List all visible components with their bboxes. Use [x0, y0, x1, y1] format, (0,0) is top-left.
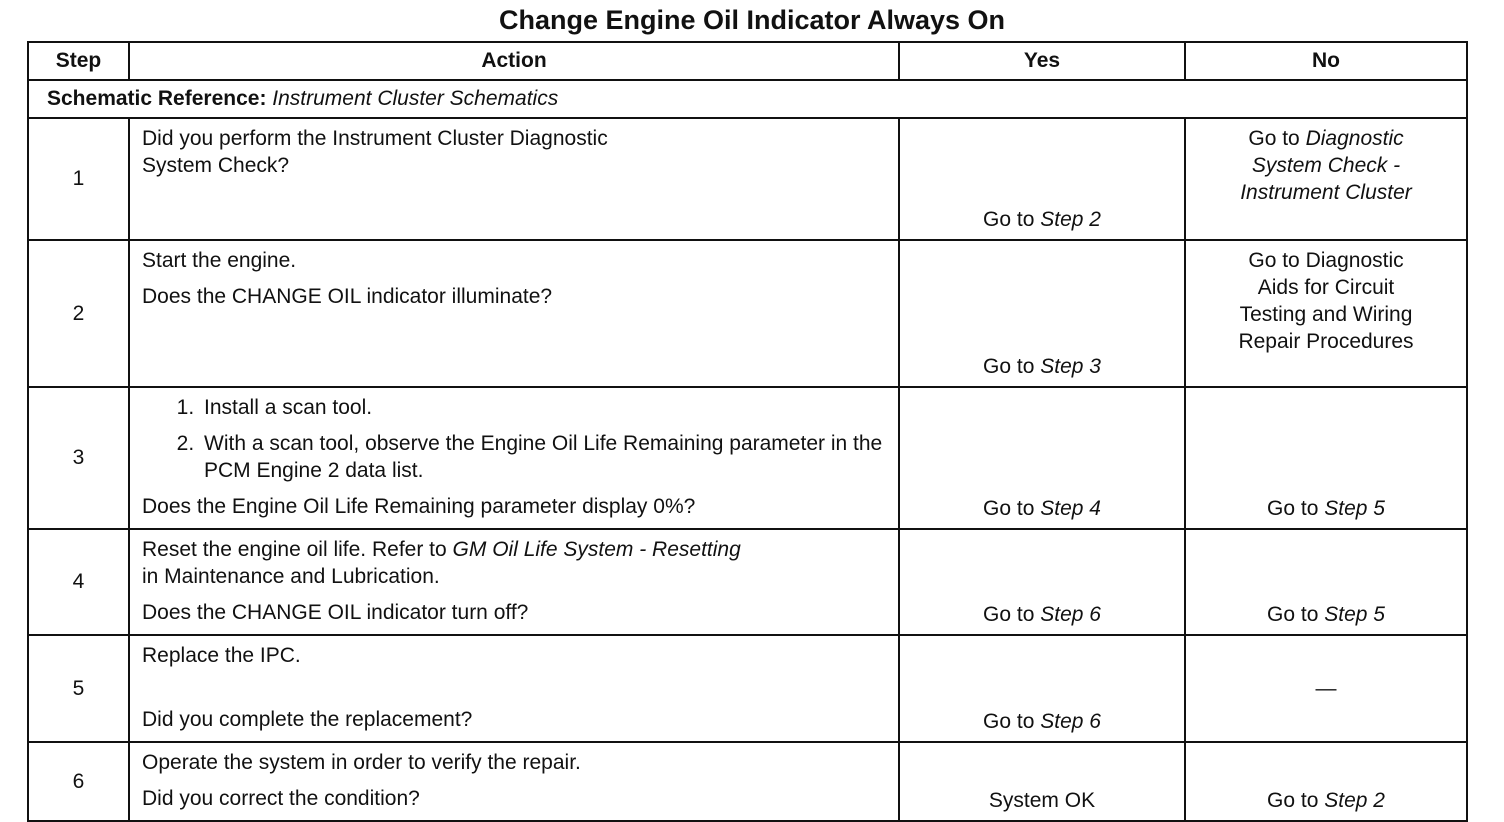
yes-cell[interactable] — [899, 387, 1185, 529]
yes-target-link[interactable]: Step 6 — [1040, 603, 1101, 626]
action-question: Does the CHANGE OIL indicator turn off? — [142, 601, 529, 624]
action-text: in Maintenance and Lubrication. — [142, 565, 440, 588]
action-cell — [129, 742, 899, 821]
no-cell[interactable] — [1185, 742, 1467, 821]
step-number: 2 — [28, 240, 129, 387]
step-number: 1 — [28, 118, 129, 240]
column-header-action: Action — [129, 42, 899, 80]
yes-cell — [899, 742, 1185, 821]
action-text: System Check? — [142, 154, 290, 177]
schematic-reference-row — [28, 80, 1467, 118]
action-question: Did you correct the condition? — [142, 787, 420, 810]
yes-prefix: Go to — [983, 208, 1035, 231]
no-cell[interactable] — [1185, 387, 1467, 529]
no-text: Repair Procedures — [1238, 330, 1414, 353]
list-item: 2. With a scan tool, observe the Engine Oil Life Remaining parameter in the PCM Engine 2 data list. — [200, 430, 886, 484]
no-text: — — [1315, 677, 1337, 700]
yes-target-link[interactable]: Step 4 — [1040, 497, 1101, 520]
no-text: Go to Diagnostic — [1248, 249, 1404, 272]
action-text: Replace the IPC. — [142, 644, 301, 667]
action-question: Does the Engine Oil Life Remaining parameter display 0%? — [142, 495, 696, 518]
column-header-step: Step — [28, 42, 129, 80]
yes-cell[interactable] — [899, 118, 1185, 240]
action-text: Operate the system in order to verify the repair. — [142, 751, 581, 774]
header-row — [28, 42, 1467, 80]
yes-cell[interactable] — [899, 529, 1185, 635]
column-header-yes: Yes — [899, 42, 1185, 80]
action-cell — [129, 118, 899, 240]
no-text: Testing and Wiring — [1239, 303, 1413, 326]
schematic-reference — [28, 80, 1467, 118]
no-target-link[interactable]: Step 2 — [1324, 789, 1385, 812]
no-target-link[interactable]: Diagnostic — [1305, 127, 1404, 150]
no-prefix: Go to — [1267, 789, 1319, 812]
yes-prefix: Go to — [983, 497, 1035, 520]
action-cell — [129, 529, 899, 635]
action-reference-link[interactable]: GM Oil Life System - Resetting — [452, 538, 741, 561]
table-row — [28, 387, 1467, 529]
step-number: 6 — [28, 742, 129, 821]
yes-prefix: Go to — [983, 355, 1035, 378]
no-target-link[interactable]: Step 5 — [1324, 497, 1385, 520]
yes-cell[interactable] — [899, 240, 1185, 387]
table-row — [28, 118, 1467, 240]
no-target-link[interactable]: Step 5 — [1324, 603, 1385, 626]
action-text: Did you perform the Instrument Cluster Diagnostic — [142, 127, 608, 150]
step-number: 3 — [28, 387, 129, 529]
no-prefix: Go to — [1248, 127, 1300, 150]
yes-prefix: Go to — [983, 603, 1035, 626]
table-row — [28, 529, 1467, 635]
column-header-no: No — [1185, 42, 1467, 80]
action-steps-list — [142, 394, 886, 484]
yes-target-link[interactable]: Step 2 — [1040, 208, 1101, 231]
no-prefix: Go to — [1267, 603, 1319, 626]
no-prefix: Go to — [1267, 497, 1319, 520]
table-row — [28, 742, 1467, 821]
table-row — [28, 635, 1467, 742]
yes-text: System OK — [988, 789, 1096, 812]
list-item: 1. Install a scan tool. — [200, 394, 886, 421]
action-text: Reset the engine oil life. Refer to — [142, 538, 447, 561]
action-cell — [129, 635, 899, 742]
schematic-reference-link[interactable]: Instrument Cluster Schematics — [272, 87, 559, 110]
action-question: Does the CHANGE OIL indicator illuminate? — [142, 285, 553, 308]
step-number: 4 — [28, 529, 129, 635]
yes-prefix: Go to — [983, 710, 1035, 733]
no-target-link[interactable]: System Check - — [1251, 154, 1401, 177]
no-cell[interactable] — [1185, 529, 1467, 635]
no-cell[interactable] — [1185, 118, 1467, 240]
yes-target-link[interactable]: Step 6 — [1040, 710, 1101, 733]
action-cell — [129, 387, 899, 529]
yes-cell[interactable] — [899, 635, 1185, 742]
no-target-link[interactable]: Instrument Cluster — [1240, 181, 1412, 204]
yes-target-link[interactable]: Step 3 — [1040, 355, 1101, 378]
action-text: Start the engine. — [142, 249, 297, 272]
no-text: Aids for Circuit — [1257, 276, 1395, 299]
diagnostic-table — [27, 41, 1468, 822]
action-question: Did you complete the replacement? — [142, 708, 473, 731]
table-row — [28, 240, 1467, 387]
action-cell — [129, 240, 899, 387]
no-cell[interactable] — [1185, 240, 1467, 387]
schematic-reference-label: Schematic Reference: — [47, 87, 267, 110]
page-title: Change Engine Oil Indicator Always On — [498, 5, 1006, 35]
no-cell — [1185, 635, 1467, 742]
step-number: 5 — [28, 635, 129, 742]
